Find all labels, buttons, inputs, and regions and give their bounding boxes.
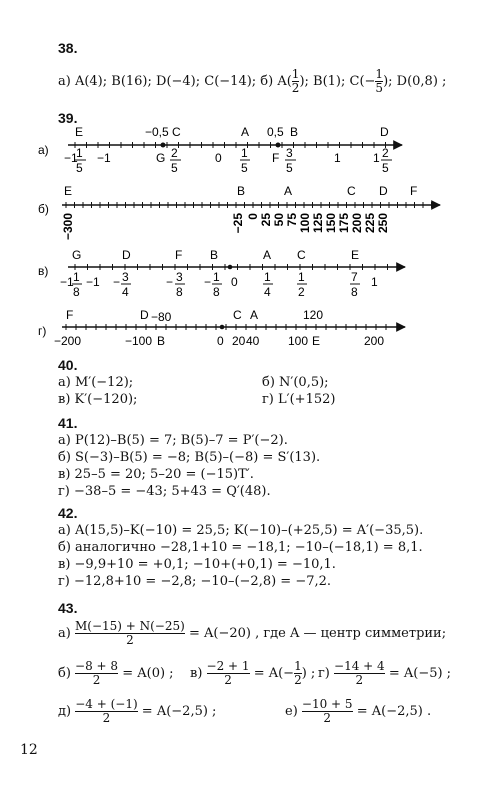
svg-text:4: 4 bbox=[122, 285, 129, 299]
p43-e: е) $\frac{-10 + 5}{2}$ = A(−2,5) . bbox=[285, 697, 432, 725]
svg-text:2: 2 bbox=[382, 146, 389, 160]
p38-text-2: ); B(1); C(− bbox=[299, 74, 376, 89]
point-zero-c bbox=[228, 265, 233, 270]
svg-text:G: G bbox=[156, 151, 166, 165]
tick-label-b: 100 bbox=[298, 213, 312, 234]
point-b bbox=[276, 143, 281, 148]
p42-line-4: г) −12,8+10 = −2,8; −10–(−2,8) = −7,2. bbox=[58, 574, 332, 589]
svg-text:−1: −1 bbox=[97, 151, 111, 165]
svg-text:A: A bbox=[263, 248, 272, 262]
point-zero-d bbox=[220, 325, 225, 330]
p40-b: б) N′(0,5); bbox=[262, 375, 329, 390]
p38-text-1: а) A(4); B(16); D(−4); C(−14); б) A( bbox=[58, 74, 292, 89]
svg-text:1: 1 bbox=[264, 270, 271, 284]
p43-a-fraction: $\frac{M(-15) + N(-25)}{2}$ bbox=[74, 619, 185, 647]
tick-label-b: 250 bbox=[376, 213, 390, 234]
svg-text:8: 8 bbox=[213, 285, 220, 299]
svg-text:F: F bbox=[410, 184, 418, 198]
svg-text:D: D bbox=[379, 184, 388, 198]
p41-line-2: б) S(−3)–B(5) = −8; B(5)–(−8) = S′(13). bbox=[58, 450, 321, 465]
tick-label-b: 75 bbox=[285, 213, 299, 227]
number-line-b bbox=[61, 184, 440, 240]
p40-c: в) K′(−120); bbox=[58, 392, 138, 407]
svg-text:−1: −1 bbox=[86, 275, 100, 289]
svg-text:A: A bbox=[284, 184, 293, 198]
svg-text:0: 0 bbox=[217, 334, 224, 348]
svg-text:E: E bbox=[64, 184, 73, 198]
page-number: 12 bbox=[20, 742, 38, 758]
svg-text:3: 3 bbox=[122, 270, 129, 284]
svg-text:8: 8 bbox=[351, 285, 358, 299]
p43-a: а) $\frac{M(-15) + N(-25)}{2}$ = A(−20) , где A — центр симметрии; bbox=[58, 619, 447, 647]
svg-text:−80: −80 bbox=[151, 310, 172, 324]
p42-line-1: а) A(15,5)–K(−10) = 25,5; K(−10)–(+25,5) = A′(−35,5). bbox=[58, 523, 424, 538]
svg-text:−200: −200 bbox=[54, 334, 82, 348]
number-line-d bbox=[54, 308, 405, 348]
p40-a: а) M′(−12); bbox=[58, 375, 134, 390]
tick-label-b: 125 bbox=[311, 213, 325, 234]
p43-v-small-fraction: $\frac{1}{2}$ bbox=[294, 659, 302, 687]
svg-text:200: 200 bbox=[364, 334, 385, 348]
svg-text:F: F bbox=[272, 151, 280, 165]
svg-text:5: 5 bbox=[76, 161, 83, 175]
svg-text:2: 2 bbox=[298, 285, 305, 299]
p43-e-fraction: $\frac{-10 + 5}{2}$ bbox=[301, 697, 353, 725]
tick-label-b: 25 bbox=[259, 213, 273, 227]
svg-text:C: C bbox=[233, 308, 242, 322]
tick-label-b: 0 bbox=[246, 213, 260, 220]
svg-text:4: 4 bbox=[264, 285, 271, 299]
svg-text:E: E bbox=[312, 334, 321, 348]
label-a: A bbox=[241, 125, 250, 139]
svg-text:100: 100 bbox=[288, 334, 309, 348]
svg-text:7: 7 bbox=[351, 270, 358, 284]
svg-text:A: A bbox=[250, 308, 259, 322]
p41-line-4: г) −38–5 = −43; 5+43 = Q′(48). bbox=[58, 484, 271, 499]
problem-38-answer bbox=[58, 68, 446, 95]
svg-text:B: B bbox=[210, 248, 219, 262]
number-line-c bbox=[60, 248, 405, 299]
svg-text:1: 1 bbox=[213, 270, 220, 284]
svg-text:1: 1 bbox=[334, 151, 341, 165]
svg-text:1: 1 bbox=[373, 151, 380, 165]
p38-fraction-2: $\frac{1}{5}$ bbox=[375, 67, 384, 95]
svg-text:C: C bbox=[347, 184, 356, 198]
svg-text:B: B bbox=[157, 334, 166, 348]
svg-text:5: 5 bbox=[382, 161, 389, 175]
label-d: D bbox=[380, 125, 389, 139]
svg-text:E: E bbox=[351, 248, 360, 262]
svg-text:F: F bbox=[175, 248, 183, 262]
p43-v-fraction: $\frac{-2 + 1}{2}$ bbox=[206, 659, 250, 687]
svg-text:−1: −1 bbox=[64, 151, 78, 165]
label-e: E bbox=[75, 125, 84, 139]
svg-text:40: 40 bbox=[246, 334, 260, 348]
problem-40-number: 40. bbox=[58, 357, 78, 373]
problem-43-number: 43. bbox=[58, 600, 78, 616]
svg-text:5: 5 bbox=[286, 161, 293, 175]
svg-text:5: 5 bbox=[171, 161, 178, 175]
p41-line-3: в) 25–5 = 20; 5–20 = (−15)T′. bbox=[58, 467, 254, 482]
label-b: B bbox=[290, 125, 299, 139]
svg-text:−: − bbox=[204, 275, 212, 289]
svg-text:3: 3 bbox=[286, 146, 293, 160]
svg-text:C: C bbox=[297, 248, 306, 262]
svg-text:1: 1 bbox=[298, 270, 305, 284]
problem-41-number: 41. bbox=[58, 415, 78, 431]
svg-text:0: 0 bbox=[231, 275, 238, 289]
tick-label-b: 50 bbox=[272, 213, 286, 227]
svg-text:1: 1 bbox=[241, 146, 248, 160]
p38-fraction-1: $\frac{1}{2}$ bbox=[291, 67, 300, 95]
svg-text:0: 0 bbox=[215, 151, 222, 165]
tick-label-b: 200 bbox=[350, 213, 364, 234]
problem-42-number: 42. bbox=[58, 505, 78, 521]
tick-label-b: −25 bbox=[231, 213, 245, 234]
label-c: C bbox=[172, 125, 181, 139]
problem-38-number: 38. bbox=[58, 40, 78, 56]
problem-39-number: 39. bbox=[58, 110, 78, 126]
p40-d: г) L′(+152) bbox=[262, 392, 336, 407]
svg-text:1: 1 bbox=[371, 275, 378, 289]
line-d-mark: г) bbox=[38, 324, 47, 338]
p43-b-fraction: $\frac{-8 + 8}{2}$ bbox=[75, 659, 119, 687]
svg-text:5: 5 bbox=[241, 161, 248, 175]
svg-text:120: 120 bbox=[303, 308, 324, 322]
svg-text:−: − bbox=[113, 275, 121, 289]
label-minus-half: −0,5 bbox=[145, 125, 169, 139]
svg-text:1: 1 bbox=[76, 146, 83, 160]
svg-text:−: − bbox=[166, 275, 174, 289]
svg-text:8: 8 bbox=[73, 285, 80, 299]
point-c bbox=[161, 143, 166, 148]
p43-d: д) $\frac{-4 + (-1)}{2}$ = A(−2,5) ; bbox=[58, 697, 217, 725]
svg-text:G: G bbox=[72, 248, 82, 262]
tick-label-b: 150 bbox=[324, 213, 338, 234]
p43-g-fraction: $\frac{-14 + 4}{2}$ bbox=[334, 659, 385, 687]
svg-text:−100: −100 bbox=[125, 334, 153, 348]
svg-text:2: 2 bbox=[171, 146, 178, 160]
svg-text:F: F bbox=[66, 308, 74, 322]
svg-text:8: 8 bbox=[176, 285, 183, 299]
svg-text:3: 3 bbox=[176, 270, 183, 284]
p43-d-fraction: $\frac{-4 + (-1)}{2}$ bbox=[75, 697, 138, 725]
tick-label-b: 175 bbox=[337, 213, 351, 234]
p38-text-3: ); D(0,8) ; bbox=[383, 74, 447, 89]
svg-text:20: 20 bbox=[232, 334, 246, 348]
tick-labels-b bbox=[61, 213, 390, 240]
svg-text:1: 1 bbox=[73, 270, 80, 284]
problem-39-number-lines bbox=[0, 120, 480, 355]
line-c-mark: в) bbox=[38, 264, 49, 278]
p41-line-1: а) P(12)–B(5) = 7; B(5)–7 = P′(−2). bbox=[58, 433, 288, 448]
svg-text:−1: −1 bbox=[60, 275, 74, 289]
p43-v: в) $\frac{-2 + 1}{2}$ = A(− $\frac{1}{2}$ ) ; bbox=[190, 659, 316, 687]
p43-g: г) $\frac{-14 + 4}{2}$ = A(−5) ; bbox=[318, 659, 452, 687]
svg-text:D: D bbox=[122, 248, 131, 262]
svg-text:D: D bbox=[140, 308, 149, 322]
svg-text:B: B bbox=[237, 184, 246, 198]
label-half: 0,5 bbox=[267, 125, 284, 139]
p42-line-2: б) аналогично −28,1+10 = −18,1; −10–(−18,1) = 8,1. bbox=[58, 540, 423, 555]
tick-label-b: 225 bbox=[363, 213, 377, 234]
number-line-a bbox=[64, 125, 402, 175]
tick-label-b: −300 bbox=[61, 213, 75, 241]
p42-line-3: в) −9,9+10 = +0,1; −10+(+0,1) = −10,1. bbox=[58, 557, 336, 572]
line-a-mark: а) bbox=[38, 143, 49, 157]
p43-b: б) $\frac{-8 + 8}{2}$ = A(0) ; bbox=[58, 659, 174, 687]
line-b-mark: б) bbox=[38, 202, 49, 216]
